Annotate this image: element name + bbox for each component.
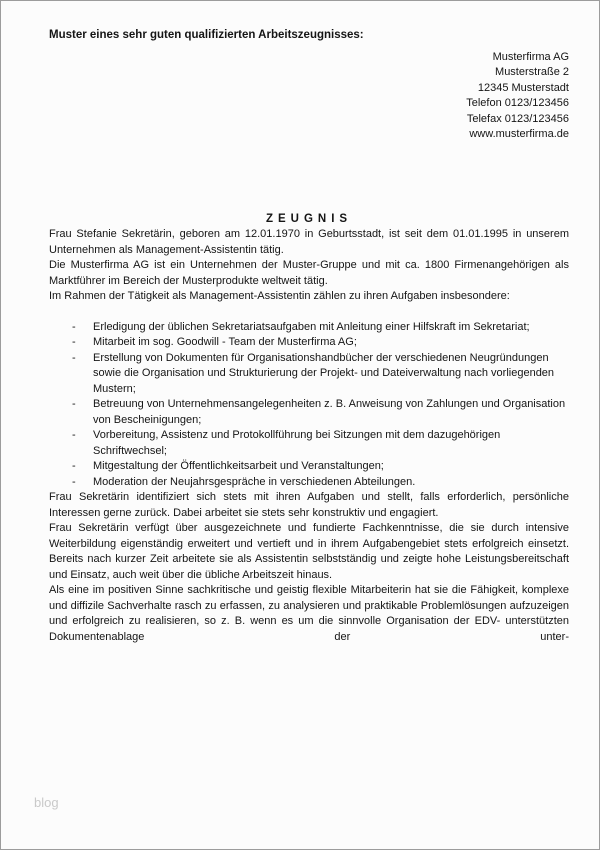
- task-text: Erstellung von Dokumenten für Organisationshandbücher der verschiedenen Neugründungen sowie die Organisation und Strukturierung der Projekt- und Dateiverwaltung nach vorliegenden Mustern;: [93, 351, 555, 395]
- task-bullet: -: [72, 460, 76, 472]
- task-text: Erledigung der üblichen Sekretariatsaufgaben mit Anleitung einer Hilfskraft im Sekretariat;: [93, 320, 530, 333]
- letterhead-company: Musterfirma AG: [492, 50, 569, 63]
- task-text: Moderation der Neujahrsgespräche in verschiedenen Abteilungen.: [93, 475, 416, 488]
- task-bullet: -: [72, 429, 76, 441]
- task-item: [49, 459, 569, 475]
- watermark-text: blog: [34, 795, 59, 810]
- task-text: Betreuung von Unternehmensangelegenheiten z. B. Anweisung von Zahlungen und Organisation von Bescheinigungen;: [93, 398, 566, 426]
- task-bullet: -: [72, 475, 76, 488]
- task-text: Vorbereitung, Assistenz und Protokollführung bei Sitzungen mit dem dazugehörigen Schriftwechsel;: [93, 429, 501, 457]
- letterhead-fax: Telefax 0123/123456: [466, 112, 569, 125]
- paragraph-tasks-intro: Im Rahmen der Tätigkeit als Management-Assistentin zählen zu ihren Aufgaben insbesondere:: [49, 290, 510, 302]
- task-item: [49, 475, 569, 491]
- letterhead-city: 12345 Musterstadt: [477, 81, 569, 94]
- task-bullet: -: [72, 351, 76, 364]
- task-bullet: -: [72, 398, 76, 410]
- task-text: Mitgestaltung der Öffentlichkeitsarbeit und Veranstaltungen;: [93, 460, 384, 472]
- paragraph-commitment: Frau Sekretärin identifiziert sich stets mit ihren Aufgaben und stellt, falls erforderlich, persönliche Interessen gerne zurück. Dabei arbeitet sie stets sehr konstruktiv und engagiert.: [49, 491, 569, 519]
- task-item: [49, 428, 569, 459]
- letterhead-street: Musterstraße 2: [495, 66, 569, 78]
- task-item: [49, 397, 569, 428]
- document-title: ZEUGNIS: [265, 212, 353, 225]
- letterhead-website: www.musterfirma.de: [469, 128, 569, 140]
- task-text: Mitarbeit im sog. Goodwill - Team der Musterfirma AG;: [93, 336, 357, 348]
- document-content: [1, 28, 599, 850]
- letterhead: [49, 50, 569, 143]
- page-title: Muster eines sehr guten qualifizierten Arbeitszeugnisses:: [49, 29, 364, 41]
- task-item: [49, 335, 569, 351]
- paragraph-intro: Frau Stefanie Sekretärin, geboren am 12.01.1970 in Geburtsstadt, ist seit dem 01.01.1995 in unserem Unternehmen als Management-Assistentin tätig.: [49, 228, 569, 256]
- tasks-list: [49, 320, 569, 491]
- task-item: [49, 320, 569, 336]
- task-bullet: -: [72, 336, 76, 348]
- task-item: [49, 351, 569, 398]
- paragraph-expertise: Frau Sekretärin verfügt über ausgezeichnete und fundierte Fachkenntnisse, die sie durch intensive Weiterbildung eigenständig erweitert und vertieft und in ihrem Aufgabengebiet stets erfolgreich einsetzt. Bereits nach kurzer Zeit arbeitete sie als Assistentin selbstständig und zeigte hohe Leistungsbereitschaft und Einsatz, auch weit über die übliche Arbeitszeit hinaus.: [49, 522, 569, 581]
- task-bullet: -: [72, 320, 76, 333]
- paragraph-analysis: Als eine im positiven Sinne sachkritische und geistig flexible Mitarbeiterin hat sie die Fähigkeit, komplexe und diffizile Sachverhalte rasch zu erfassen, zu analysieren und praktikable Problemlösungen aufzuzeigen und erfolgreich zu realisieren, so z. B. wenn es um die sinnvolle Organisation der EDV- unterstützten Dokumentenablage der unter-: [49, 584, 569, 643]
- letterhead-phone: Telefon 0123/123456: [466, 97, 569, 109]
- paragraph-company-description: Die Musterfirma AG ist ein Unternehmen der Muster-Gruppe und mit ca. 1800 Firmenangehörigen als Marktführer im Bereich der Musterprodukte weltweit tätig.: [49, 259, 569, 287]
